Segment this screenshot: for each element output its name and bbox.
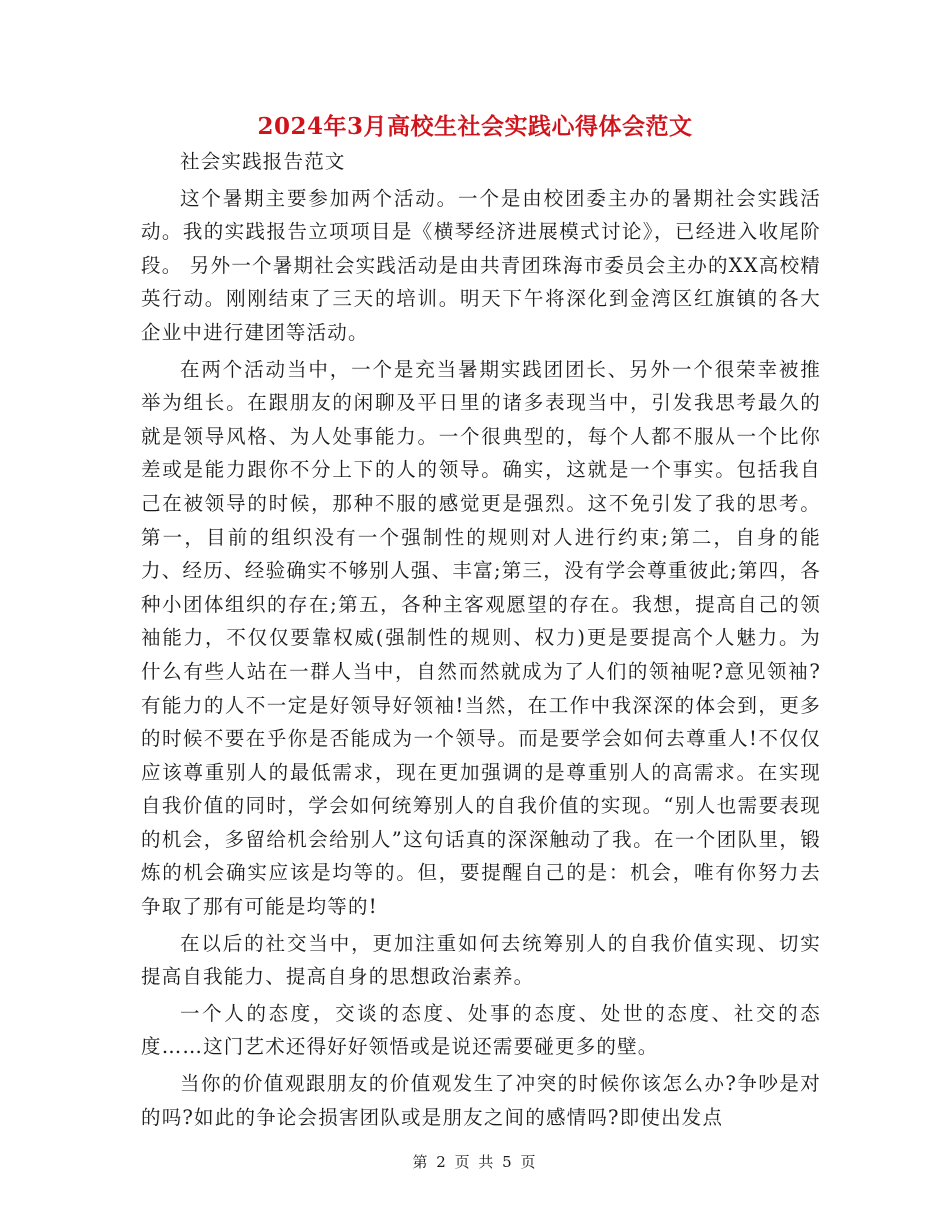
paragraph: 一个人的态度，交谈的态度、处事的态度、处世的态度、社交的态度……这门艺术还得好好领悟或是说还需要碰更多的壁。 bbox=[141, 1001, 821, 1059]
document-body bbox=[141, 145, 821, 1134]
paragraph: 当你的价值观跟朋友的价值观发生了冲突的时候你该怎么办?争吵是对的吗?如此的争论会损害团队或是朋友之间的感情吗?即使出发点 bbox=[141, 1072, 821, 1129]
paragraph: 这个暑期主要参加两个活动。一个是由校团委主办的暑期社会实践活动。我的实践报告立项项目是《横琴经济进展模式讨论》，已经进入收尾阶段。 另外一个暑期社会实践活动是由共青团珠海市委员会主办的XX高校精英行动。刚刚结束了三天的培训。明天下午将深化到金湾区红旗镇的各大企业中进行建团等活动。 bbox=[141, 186, 821, 344]
paragraph-subtitle: 社会实践报告范文 bbox=[180, 150, 346, 173]
paragraph: 在以后的社交当中，更加注重如何去统筹别人的自我价值实现、切实提高自我能力、提高自身的思想政治素养。 bbox=[141, 931, 821, 989]
paragraph: 在两个活动当中，一个是充当暑期实践团团长、另外一个很荣幸被推举为组长。在跟朋友的闲聊及平日里的诸多表现当中，引发我思考最久的就是领导风格、为人处事能力。一个很典型的，每个人都不服从一个比你差或是能力跟你不分上下的人的领导。确实，这就是一个事实。包括我自己在被领导的时候，那种不服的感觉更是强烈。这不免引发了我的思考。第一，目前的组织没有一个强制性的规则对人进行约束;第二，自身的能力、经历、经验确实不够别人强、丰富;第三，没有学会尊重彼此;第四，各种小团体组织的存在;第五，各种主客观愿望的存在。我想，提高自己的领袖能力，不仅仅要靠权威(强制性的规则、权力)更是要提高个人魅力。为什么有些人站在一群人当中，自然而然就成为了人们的领袖呢?意见领袖?有能力的人不一定是好领导好领袖!当然，在工作中我深深的体会到，更多的时候不要在乎你是否能成为一个领导。而是要学会如何去尊重人!不仅仅应该尊重别人的最低需求，现在更加强调的是尊重别人的高需求。在实现自我价值的同时，学会如何统筹别人的自我价值的实现。“别人也需要表现的机会，多留给机会给别人”这句话真的深深触动了我。在一个团队里，锻炼的机会确实应该是均等的。但，要提醒自己的是：机会，唯有你努力去争取了那有可能是均等的! bbox=[141, 357, 821, 919]
document-title: 2024年3月高校生社会实践心得体会范文 bbox=[257, 113, 693, 140]
page-number-footer: 第 2 页 共 5 页 bbox=[412, 1153, 538, 1171]
